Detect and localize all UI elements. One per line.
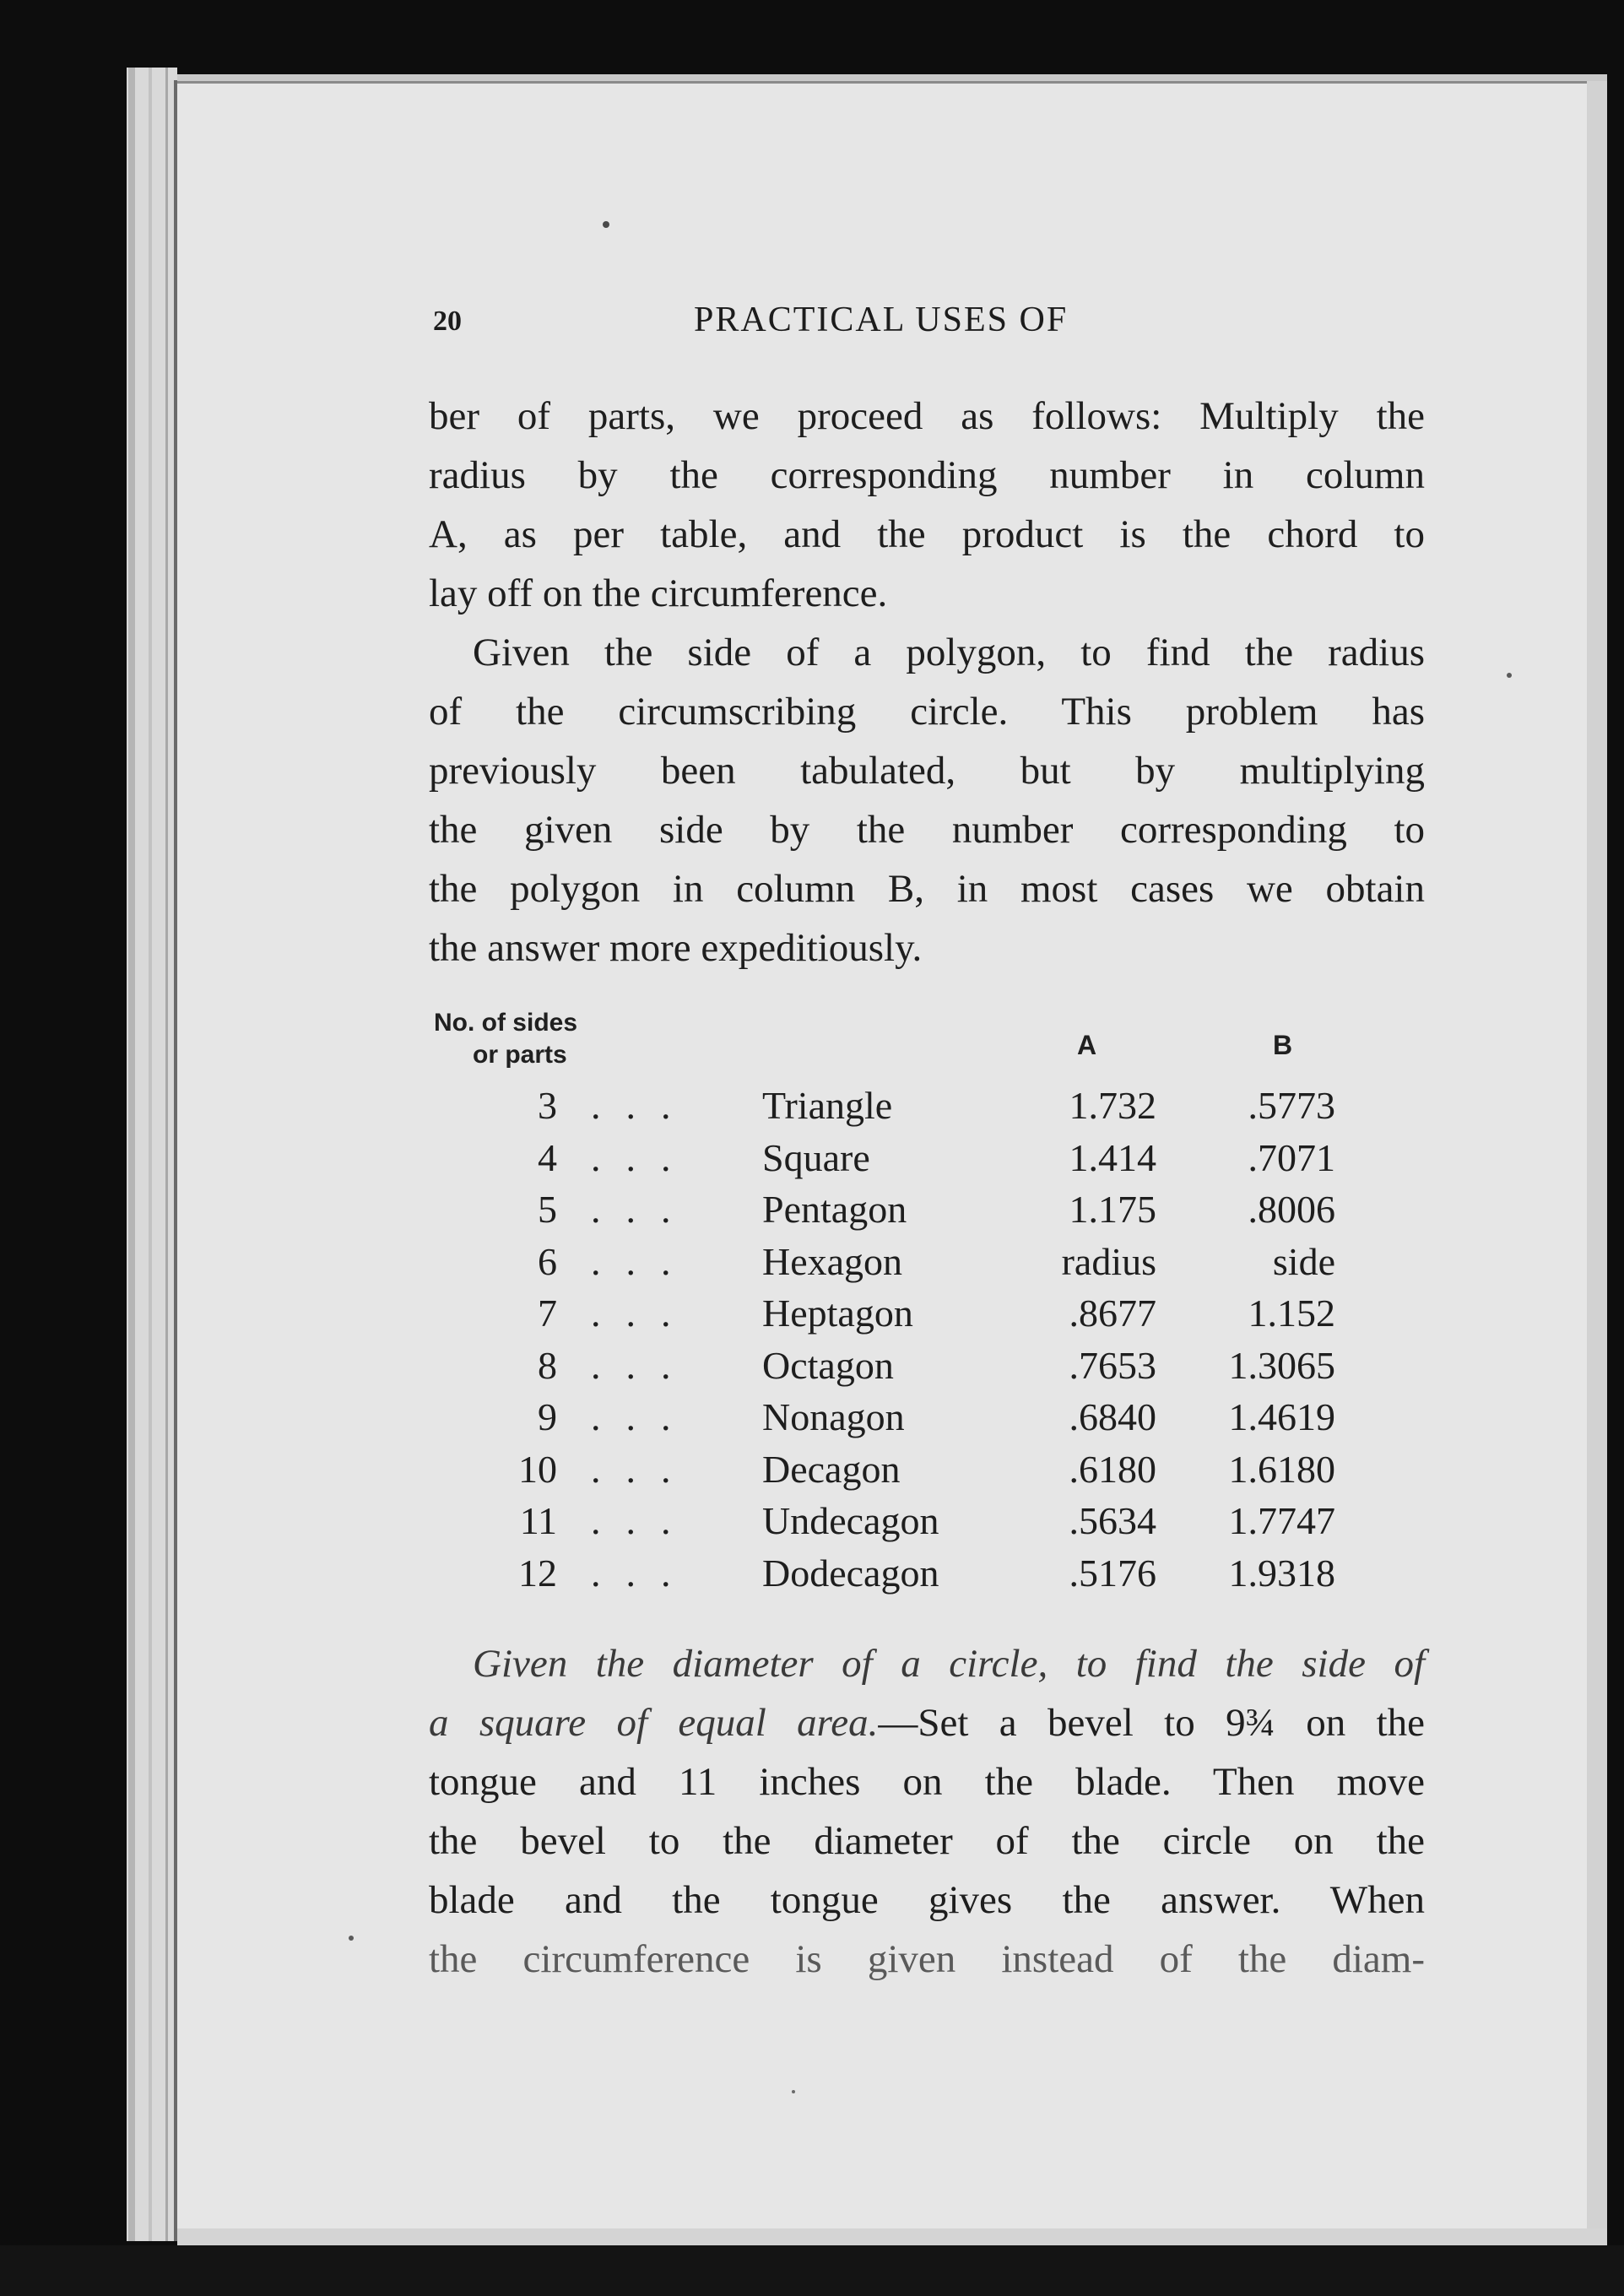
table-cell-dots: ... <box>591 1188 696 1231</box>
table-cell-dots: ... <box>591 1240 696 1283</box>
table-header-sides: No. of sides <box>434 1009 578 1037</box>
table-cell-sides: 10 <box>518 1448 557 1491</box>
table-cell-dots: ... <box>591 1084 696 1127</box>
paragraph-3-text-fragment: —Set a bevel to 9¾ on the <box>878 1701 1425 1745</box>
paragraph-1-line: ber of parts, we proceed as follows: Multiply the <box>429 394 1425 438</box>
paragraph-3-italic-fragment: a square of equal area. <box>429 1701 879 1745</box>
paragraph-2-line: previously been tabulated, but by multiplying <box>429 749 1425 793</box>
paragraph-3-italic-line: Given the diameter of a circle, to find the side of <box>473 1642 1425 1686</box>
table-header-parts: or parts <box>473 1041 567 1069</box>
paragraph-2-line: of the circumscribing circle. This problem has <box>429 690 1425 734</box>
table-cell-polygon: Dodecagon <box>762 1551 939 1595</box>
table-cell-a: .6840 <box>1069 1395 1156 1438</box>
table-cell-b: .5773 <box>1248 1084 1335 1127</box>
paragraph-3-line <box>429 1693 1425 1752</box>
table-cell-sides: 4 <box>538 1136 557 1179</box>
table-cell-a: .6180 <box>1069 1448 1156 1491</box>
table-cell-sides: 12 <box>518 1551 557 1595</box>
table-cell-b: 1.3065 <box>1228 1344 1335 1387</box>
table-cell-sides: 7 <box>538 1292 557 1335</box>
paragraph-3-line: the bevel to the diameter of the circle on the <box>429 1819 1425 1863</box>
table-cell-polygon: Decagon <box>762 1448 901 1491</box>
table-cell-b: 1.4619 <box>1228 1395 1335 1438</box>
table-cell-a: .5634 <box>1069 1499 1156 1542</box>
paragraph-1-line: radius by the corresponding number in column <box>429 453 1425 497</box>
table-cell-b: side <box>1272 1240 1335 1283</box>
table-cell-polygon: Triangle <box>762 1084 893 1127</box>
table-cell-dots: ... <box>591 1551 696 1595</box>
table-cell-b: .8006 <box>1248 1188 1335 1231</box>
paragraph-2-line: Given the side of a polygon, to find the radius <box>473 631 1425 674</box>
table-cell-a: 1.175 <box>1069 1188 1156 1231</box>
page-number: 20 <box>433 306 462 337</box>
table-cell-sides: 8 <box>538 1344 557 1387</box>
table-cell-sides: 3 <box>538 1084 557 1127</box>
table-header-a: A <box>1077 1030 1097 1060</box>
table-cell-polygon: Hexagon <box>762 1240 903 1283</box>
table-cell-a: .8677 <box>1069 1292 1156 1335</box>
paragraph-1-line: A, as per table, and the product is the chord to <box>429 512 1425 556</box>
paragraph-2-line: the answer more expeditiously. <box>429 926 923 970</box>
table-cell-polygon: Octagon <box>762 1344 894 1387</box>
table-cell-b: 1.7747 <box>1228 1499 1335 1542</box>
table-cell-dots: ... <box>591 1344 696 1387</box>
table-cell-dots: ... <box>591 1136 696 1179</box>
table-cell-a: .7653 <box>1069 1344 1156 1387</box>
paragraph-3-line: tongue and 11 inches on the blade. Then move <box>429 1760 1425 1804</box>
table-cell-b: 1.6180 <box>1228 1448 1335 1491</box>
table-cell-dots: ... <box>591 1448 696 1491</box>
table-cell-b: .7071 <box>1248 1136 1335 1179</box>
table-cell-sides: 5 <box>538 1188 557 1231</box>
paragraph-1-line: lay off on the circumference. <box>429 571 888 615</box>
table-header-b: B <box>1273 1030 1293 1060</box>
table-cell-dots: ... <box>591 1499 696 1542</box>
table-cell-b: 1.9318 <box>1228 1551 1335 1595</box>
table-cell-polygon: Square <box>762 1136 870 1179</box>
paragraph-2-line: the given side by the number corresponding to <box>429 808 1425 852</box>
running-head: PRACTICAL USES OF <box>694 301 1069 339</box>
table-cell-a: 1.732 <box>1069 1084 1156 1127</box>
table-cell-sides: 9 <box>538 1395 557 1438</box>
table-cell-sides: 11 <box>519 1499 557 1542</box>
table-cell-a: radius <box>1061 1240 1156 1283</box>
paragraph-2-line: the polygon in column B, in most cases we obtain <box>429 867 1425 911</box>
table-cell-polygon: Heptagon <box>762 1292 913 1335</box>
paragraph-3-line: blade and the tongue gives the answer. When <box>429 1878 1425 1922</box>
paragraph-3-line: the circumference is given instead of the diam- <box>429 1937 1425 1981</box>
table-cell-polygon: Undecagon <box>762 1499 939 1542</box>
table-cell-dots: ... <box>591 1292 696 1335</box>
table-cell-dots: ... <box>591 1395 696 1438</box>
table-cell-polygon: Pentagon <box>762 1188 907 1231</box>
table-cell-a: .5176 <box>1069 1551 1156 1595</box>
table-cell-a: 1.414 <box>1069 1136 1156 1179</box>
table-cell-sides: 6 <box>538 1240 557 1283</box>
table-cell-b: 1.152 <box>1248 1292 1335 1335</box>
table-cell-polygon: Nonagon <box>762 1395 905 1438</box>
